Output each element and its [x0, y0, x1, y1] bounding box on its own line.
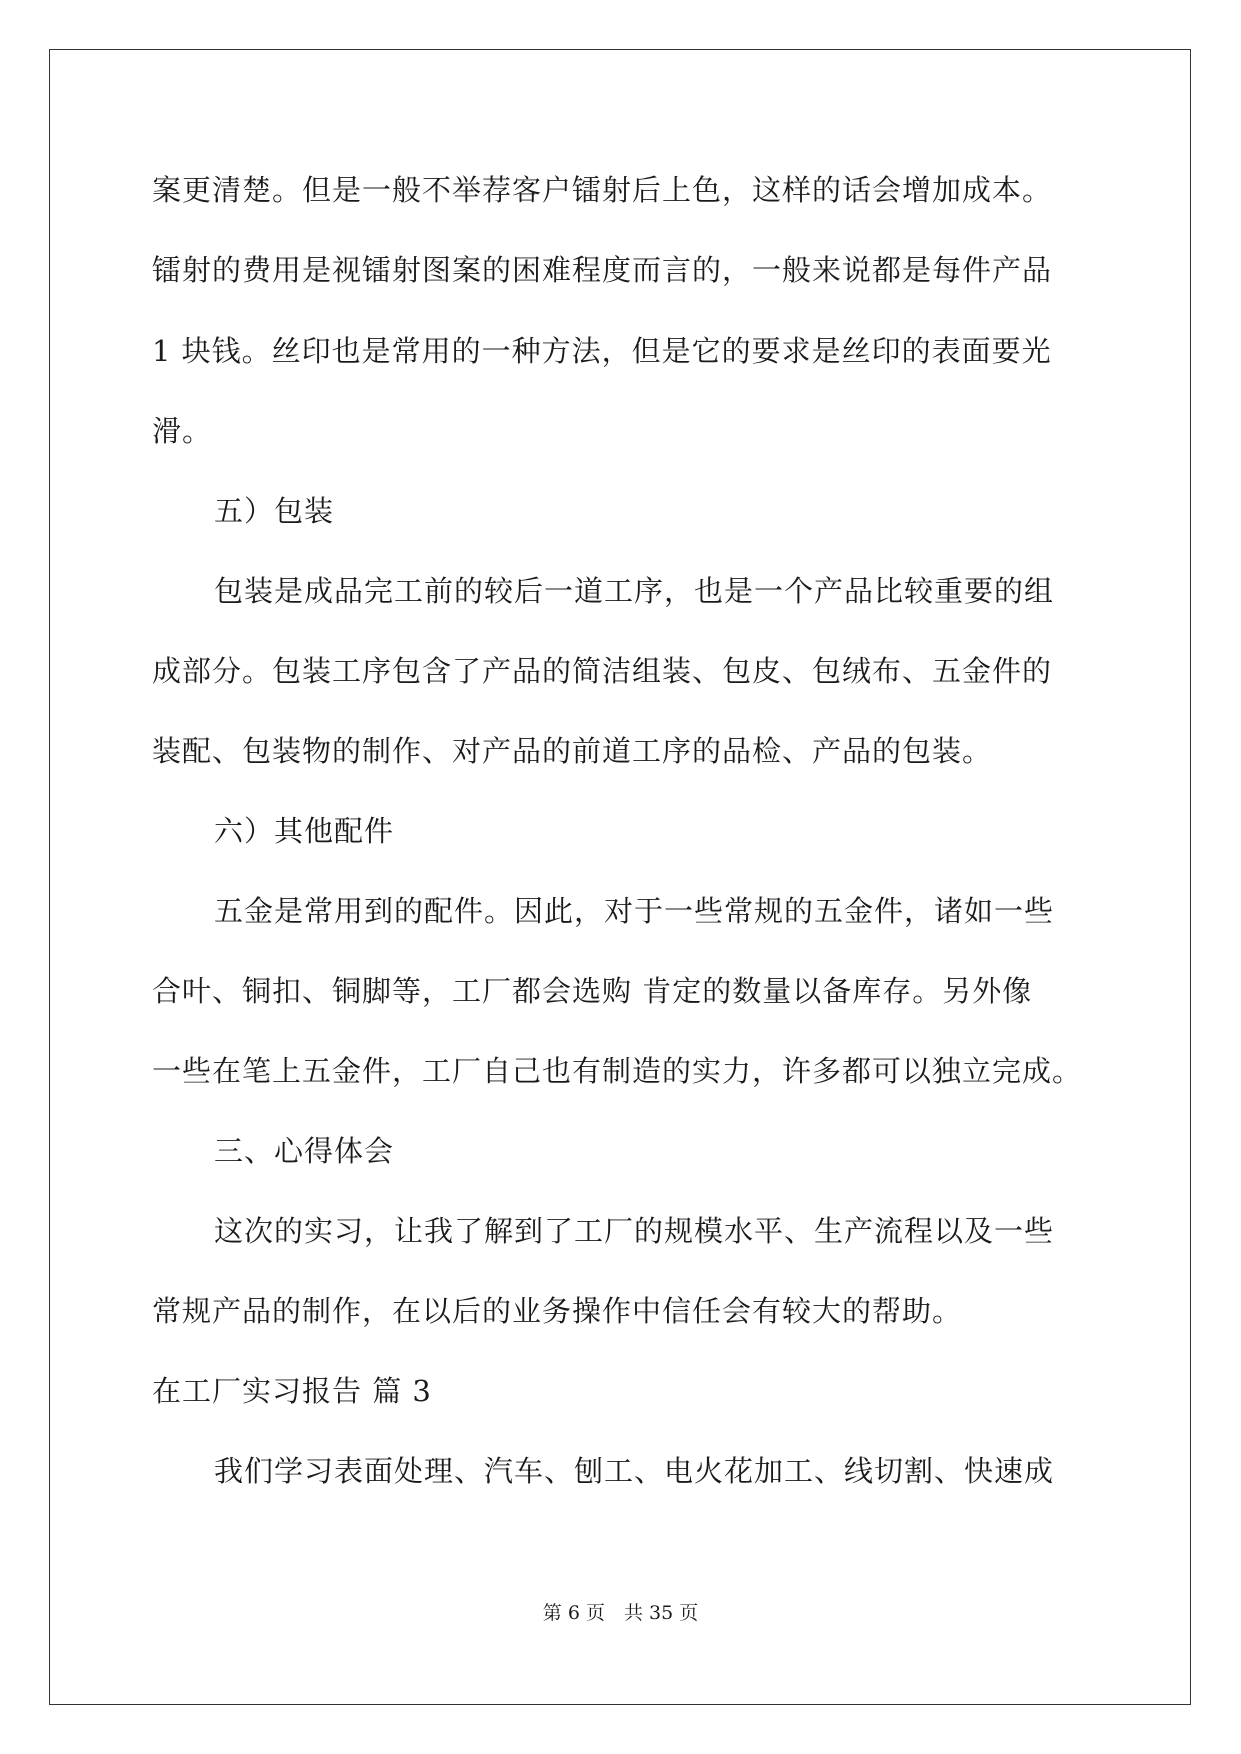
paragraph-line: 合叶、铜扣、铜脚等，工厂都会选购 肯定的数量以备库存。另外像 — [152, 974, 1033, 1008]
paragraph-line: 包装是成品完工前的较后一道工序，也是一个产品比较重要的组 — [214, 574, 1055, 608]
paragraph-line: 案更清楚。但是一般不举荐客户镭射后上色，这样的话会增加成本。 — [152, 173, 1053, 207]
section-heading-packaging: 五）包装 — [214, 494, 335, 528]
article-title: 在工厂实习报告 篇 3 — [152, 1374, 432, 1408]
paragraph-line: 一些在笔上五金件，工厂自己也有制造的实力，许多都可以独立完成。 — [152, 1054, 1083, 1088]
paragraph-line: 1 块钱。丝印也是常用的一种方法，但是它的要求是丝印的表面要光 — [152, 334, 1052, 368]
paragraph-line: 五金是常用到的配件。因此，对于一些常规的五金件，诸如一些 — [214, 894, 1055, 928]
paragraph-line: 镭射的费用是视镭射图案的困难程度而言的，一般来说都是每件产品 — [152, 253, 1053, 287]
paragraph-line: 这次的实习，让我了解到了工厂的规模水平、生产流程以及一些 — [214, 1214, 1055, 1248]
paragraph-line: 常规产品的制作，在以后的业务操作中信任会有较大的帮助。 — [152, 1294, 963, 1328]
paragraph-line: 装配、包装物的制作、对产品的前道工序的品检、产品的包装。 — [152, 734, 993, 768]
paragraph-line: 我们学习表面处理、汽车、刨工、电火花加工、线切割、快速成 — [214, 1454, 1055, 1488]
section-heading-reflections: 三、心得体会 — [214, 1134, 395, 1168]
paragraph-line: 滑。 — [152, 414, 213, 448]
page-number-footer: 第 6 页 共 35 页 — [542, 1602, 699, 1624]
section-heading-other-parts: 六）其他配件 — [214, 814, 395, 848]
paragraph-line: 成部分。包装工序包含了产品的简洁组装、包皮、包绒布、五金件的 — [152, 654, 1053, 688]
